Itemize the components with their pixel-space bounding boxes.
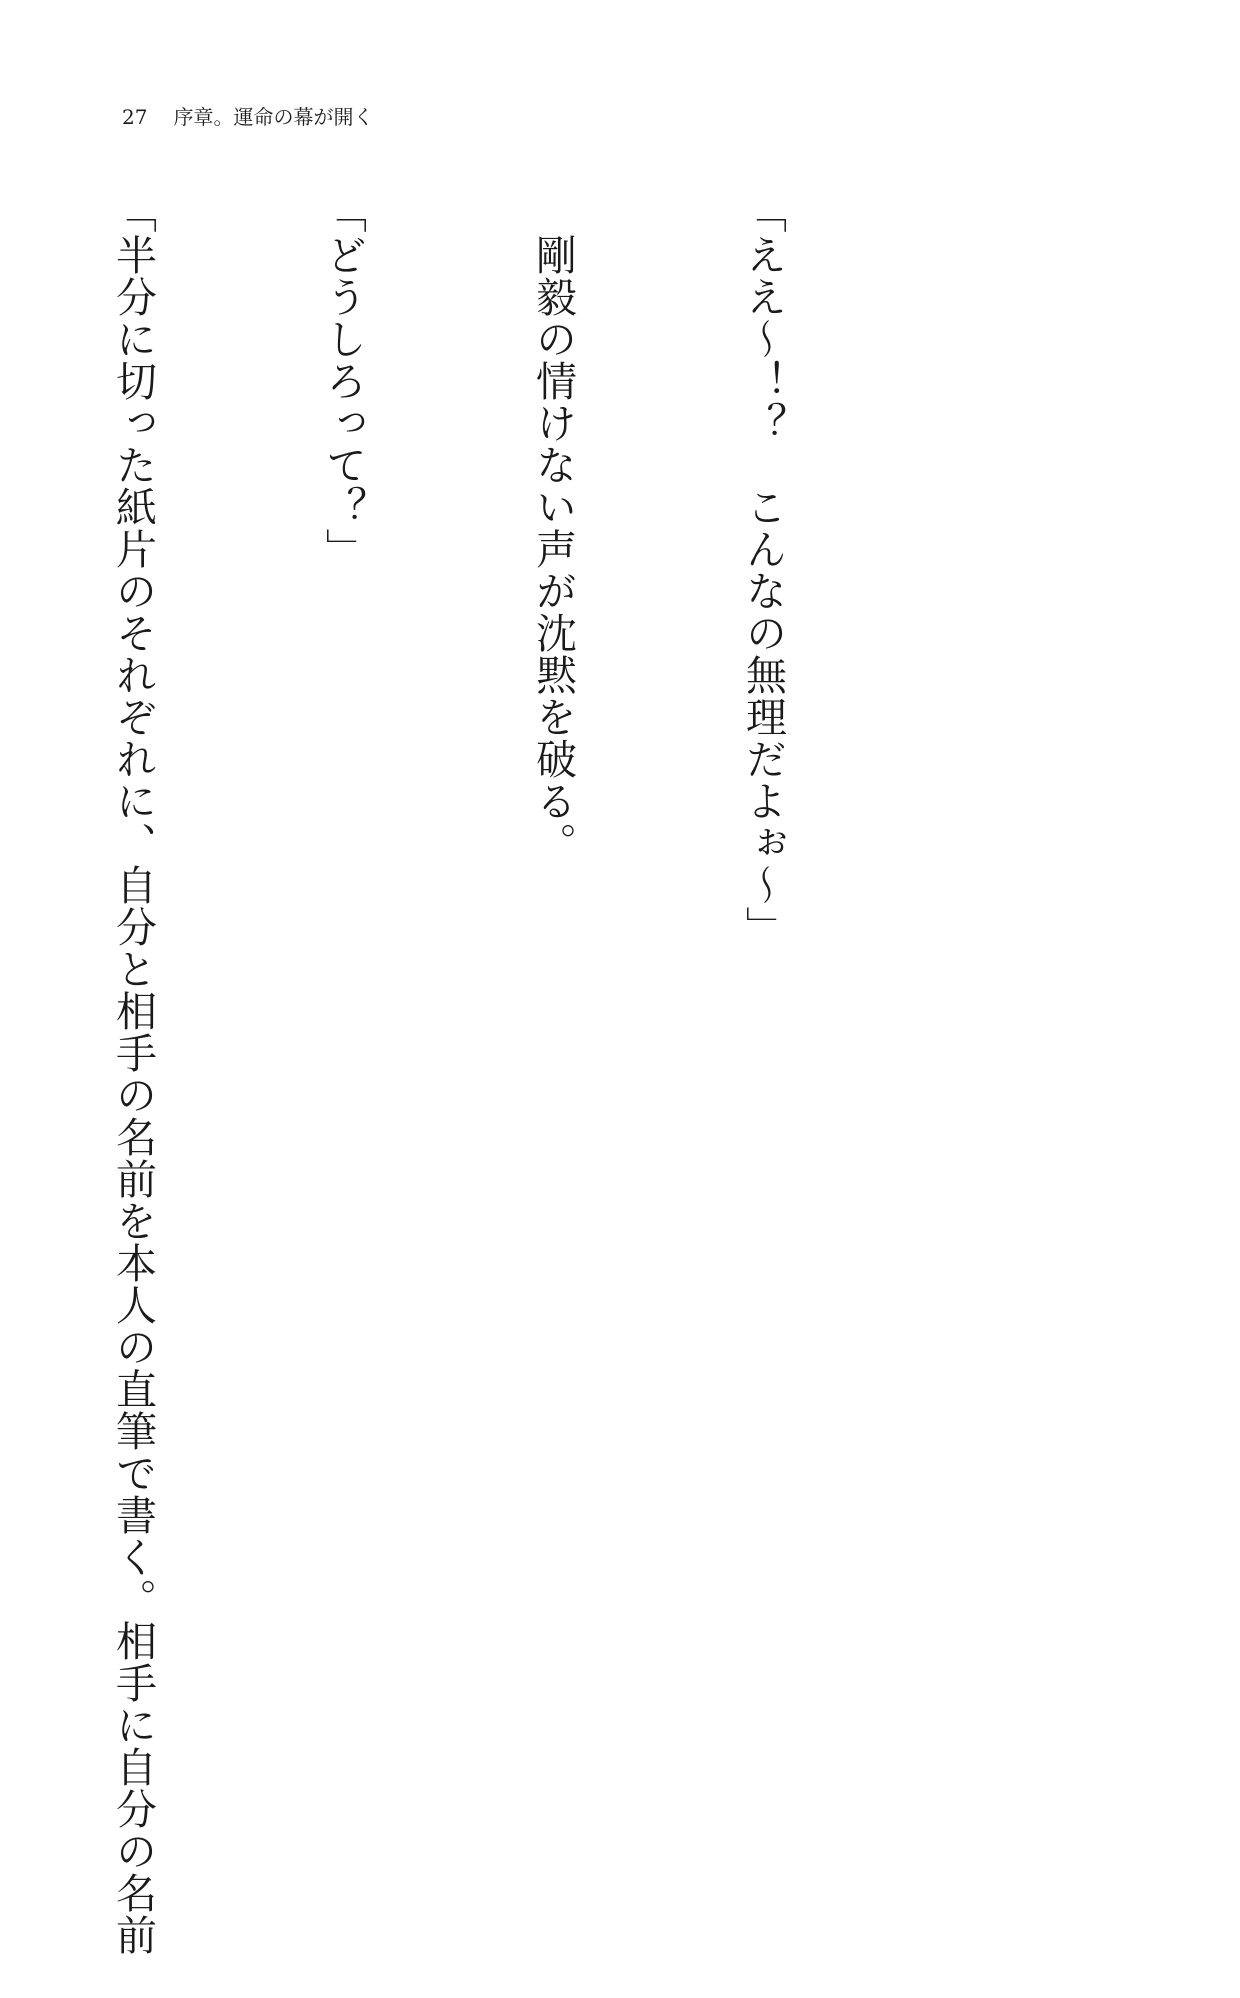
page-number: 27: [122, 105, 148, 129]
text-line: 「半分に切った紙片のそれぞれに、自分と相手の名前を本人の直筆で書く。相手に自分の名前: [109, 192, 157, 1956]
vertical-text-body: [0, 192, 938, 1956]
text-line: 「ええ～！？ こんなの無理だよぉ～」: [739, 192, 787, 948]
chapter-title: 序章。運命の幕が開く: [173, 105, 374, 129]
text-line: 「どうしろって？」: [319, 192, 367, 570]
text-line: 剛毅の情けない声が沈黙を破る。: [529, 192, 577, 864]
running-header: [122, 104, 373, 130]
